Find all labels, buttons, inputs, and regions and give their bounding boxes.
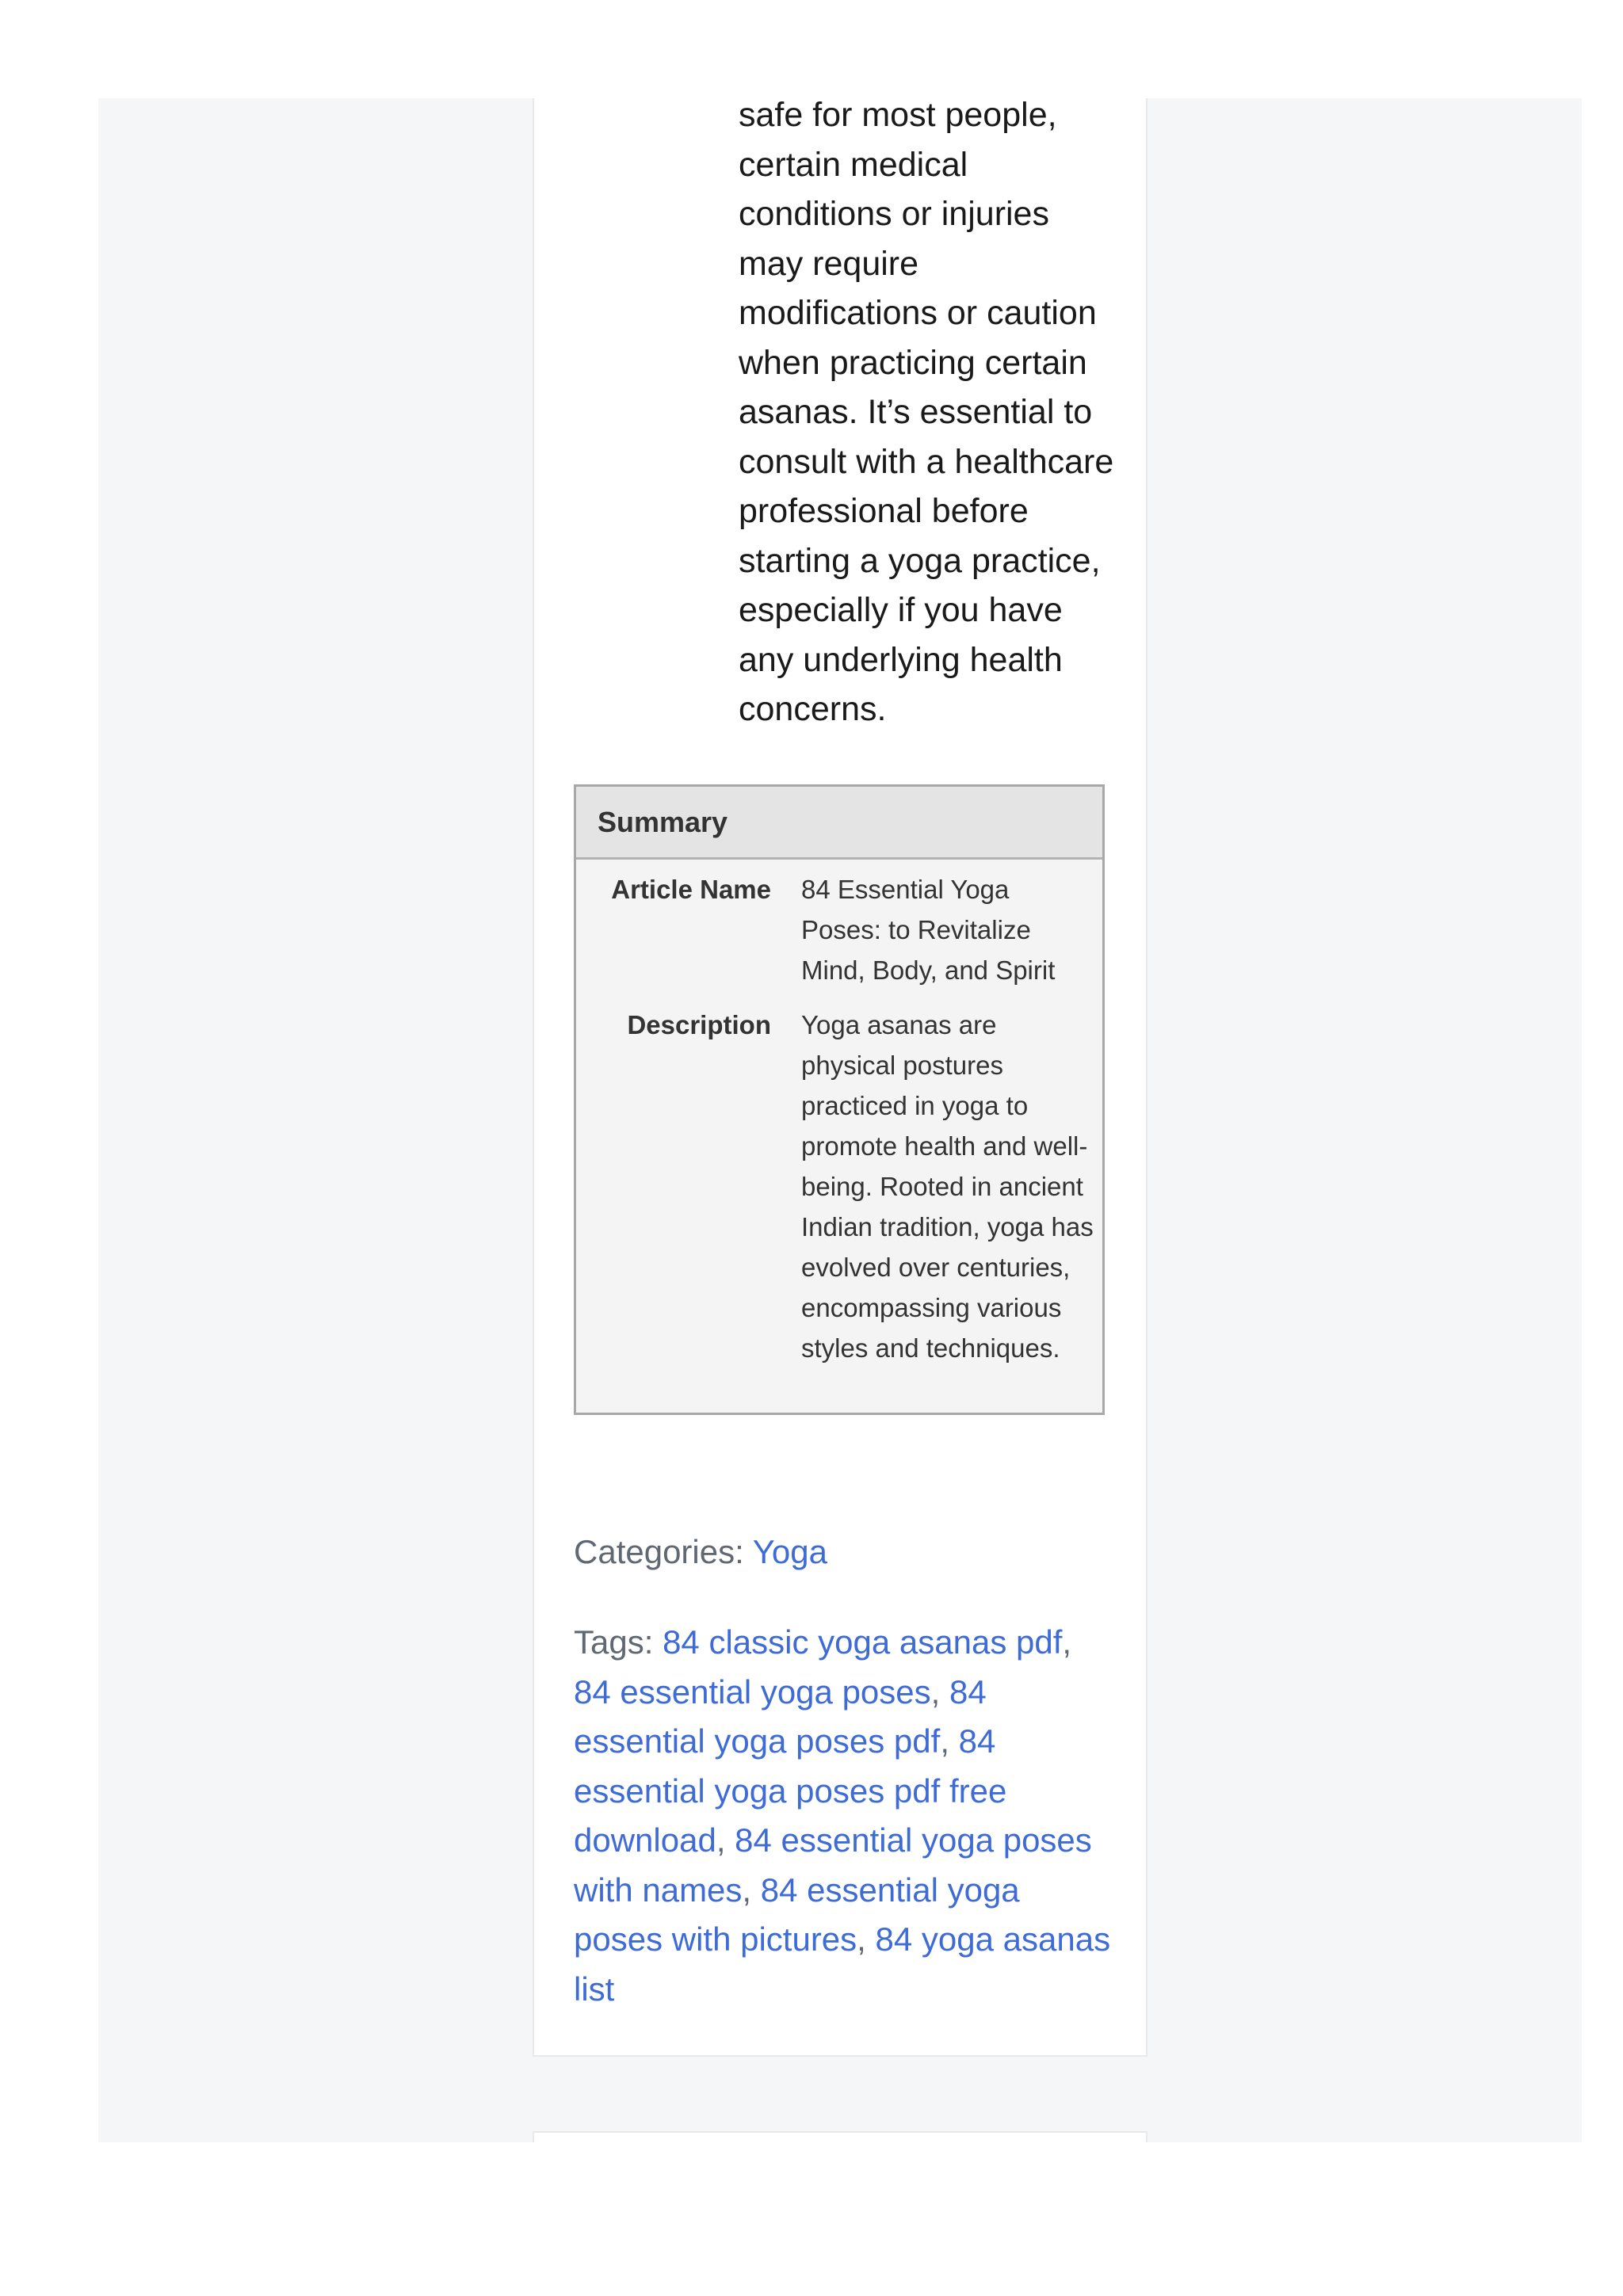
tag-separator: , <box>940 1722 959 1760</box>
tag-link[interactable]: 84 classic yoga asanas pdf <box>663 1623 1063 1661</box>
summary-box <box>574 784 1105 1415</box>
tag-link[interactable]: 84 essential yoga poses pdf free download <box>574 1722 1007 1859</box>
next-card <box>533 2131 1148 2142</box>
tag-separator: , <box>930 1672 949 1711</box>
tag-link[interactable]: 84 essential yoga poses with pictures <box>574 1871 1020 1958</box>
summary-row-value: 84 Essential Yoga Poses: to Revitalize Mind, Body, and Spirit <box>801 875 1056 985</box>
categories-label: Categories: <box>574 1533 753 1570</box>
tag-separator: , <box>857 1920 876 1958</box>
tag-separator: , <box>1062 1623 1072 1661</box>
tag-link[interactable]: 84 yoga asanas list <box>574 1920 1111 2008</box>
tag-link[interactable]: 84 essential yoga poses <box>574 1672 931 1711</box>
tag-link[interactable]: 84 essential yoga poses pdf <box>574 1672 987 1760</box>
tags-line <box>574 1618 1113 2014</box>
article-body-text: safe for most people, certain medical conditions or injuries may require modifications or caution when practicing certain asanas. It’s essential to consult with a healthcare professional before starting a yoga practice, especially if you have any underlying health concerns. <box>739 96 1114 728</box>
summary-row-label: Article Name <box>611 875 771 904</box>
tag-link[interactable]: 84 essential yoga poses with names <box>574 1821 1092 1909</box>
tag-separator: , <box>742 1871 761 1909</box>
tag-separator: , <box>716 1821 735 1859</box>
summary-row-value: Yoga asanas are physical postures practiced in yoga to promote health and well-being. Rooted in ancient Indian tradition, yoga has evolved over centuries, encompassing various styles and techniques. <box>801 1010 1094 1363</box>
category-link-yoga[interactable]: Yoga <box>752 1533 827 1570</box>
summary-row-label: Description <box>627 1010 771 1039</box>
summary-title: Summary <box>576 787 1102 860</box>
tags-label: Tags: <box>574 1623 663 1661</box>
categories-line <box>574 1527 1113 1577</box>
